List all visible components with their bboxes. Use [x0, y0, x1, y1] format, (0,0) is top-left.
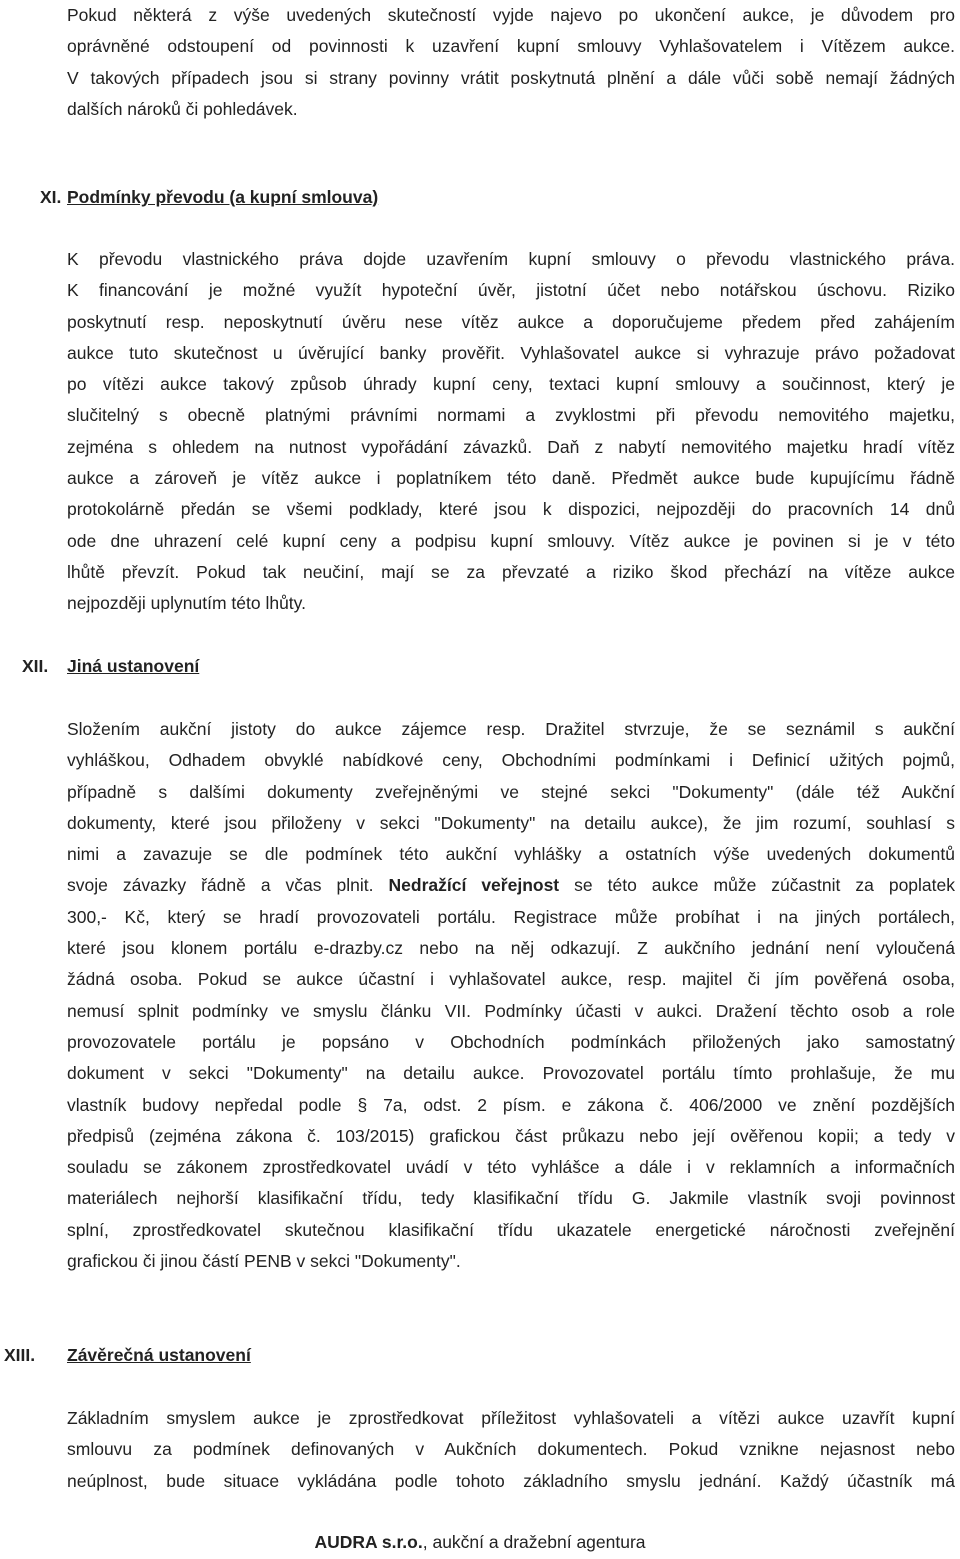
text-line: souladu se zákonem zprostředkovatel uvádí v této vyhlášce a dále i v reklamních a informačních: [67, 1157, 955, 1178]
section-number-xii: XII.: [22, 656, 49, 676]
section-number-xiii: XIII.: [4, 1345, 36, 1365]
text-line: neúplnost, bude situace vykládána podle tohoto základního smyslu jednání. Každý účastník má: [67, 1470, 955, 1491]
section-body-xi: [67, 244, 955, 620]
text-line: předpisů (zejména zákona č. 103/2015) grafickou část průkazu nebo její ověřenou kopii; a tedy v: [67, 1125, 955, 1146]
text-line: Základním smyslem aukce je zprostředkovat příležitost vyhlašovateli a vítězi aukce uzavřít kupní: [67, 1408, 955, 1428]
text-line: [67, 870, 955, 901]
text-line: Složením aukční jistoty do aukce zájemce resp. Dražitel stvrzuje, že se seznámil s aukční: [67, 719, 955, 739]
text-line: po vítězi aukce takový způsob úhrady kupní ceny, textaci kupní smlouvy a součinnost, který je: [67, 374, 955, 395]
text-line: oprávněné odstoupení od povinnosti k uzavření kupní smlouvy Vyhlašovatelem i Vítězem aukce.: [67, 36, 955, 57]
bold-phrase: Nedražící veřejnost: [388, 875, 560, 896]
text-line: které jsou klonem portálu e-drazby.cz nebo na něj odkazují. Z aukčního jednání není vyloučená: [67, 938, 955, 959]
text-line: dokument v sekci "Dokumenty" na detailu aukce. Provozovatel portálu tímto prohlašuje, že mu: [67, 1063, 955, 1084]
text-line: materiálech nejhorší klasifikační třídu, tedy klasifikační třídu G. Jakmile vlastník svoji povinnost: [67, 1188, 955, 1209]
text-line: 300,- Kč, který se hradí provozovateli portálu. Registrace může probíhat i na jiných portálech,: [67, 906, 955, 927]
text-line: provozovatele portálu je popsáno v Obchodních podmínkách přiložených jako samostatný: [67, 1031, 955, 1052]
section-title-xiii: Závěrečná ustanovení: [67, 1345, 251, 1365]
text-line: lhůtě převzít. Pokud tak neučiní, mají se za převzaté a riziko škod přechází na vítěze aukce: [67, 561, 955, 582]
text-line: vlastník budovy nepředal podle § 7a, odst. 2 písm. e zákona č. 406/2000 ve znění pozdějších: [67, 1094, 955, 1115]
text-line: poskytnutí resp. neposkytnutí úvěru nese vítěz aukce a doporučujeme předem před zahájením: [67, 311, 955, 332]
text-line: splní, zprostředkovatel skutečnou klasifikační třídu ukazatele energetické náročnosti zveřejnění: [67, 1219, 955, 1240]
text-line: ode dne uhrazení celé kupní ceny a podpisu kupní smlouvy. Vítěz aukce je povinen si je v této: [67, 530, 955, 551]
text-line: dokumenty, které jsou přiloženy v sekci "Dokumenty" na detailu aukce), že jim rozumí, souhlasí s: [67, 812, 955, 833]
text-line: aukce tuto skutečnost u úvěrující banky prověřit. Vyhlašovatel aukce si vyhrazuje právo požadovat: [67, 342, 955, 363]
text-line: zejména s ohledem na nutnost vypořádání závazků. Daň z nabytí nemovitého majetku hradí vítěz: [67, 436, 955, 457]
section-number-xi: XI.: [40, 187, 62, 207]
text-line: nejpozději uplynutím této lhůty.: [67, 593, 306, 614]
text-line: vyhláškou, Odhadem obvyklé nabídkové ceny, Obchodními podmínkami i Definicí užitých pojmů,: [67, 750, 955, 771]
text-run: se této aukce může zúčastnit za poplatek: [559, 875, 956, 896]
text-line: K převodu vlastnického práva dojde uzavřením kupní smlouvy o převodu vlastnického práva.: [67, 249, 955, 269]
section-title-xi: Podmínky převodu (a kupní smlouva): [67, 187, 379, 207]
section-body-xii: [67, 714, 955, 1277]
intro-paragraph: [67, 0, 955, 125]
text-line: smlouvu za podmínek definovaných v Aukčních dokumentech. Pokud vznikne nejasnost nebo: [67, 1439, 955, 1460]
text-run: svoje závazky řádně a včas plnit.: [67, 875, 389, 896]
page-footer: [0, 1530, 960, 1554]
text-line: nimi a zavazuje se dle podmínek této aukční vyhlášky a ostatních výše uvedených dokumentů: [67, 844, 955, 865]
footer-text: , aukční a dražební agentura: [422, 1532, 646, 1552]
section-body-xiii: [67, 1403, 955, 1497]
text-line: případně s dalšími dokumenty zveřejněnými ve stejné sekci "Dokumenty" (dále též Aukční: [67, 781, 955, 802]
section-title-xii: Jiná ustanovení: [67, 656, 200, 676]
text-line: Pokud některá z výše uvedených skutečností vyjde najevo po ukončení aukce, je důvodem pro: [67, 5, 955, 25]
text-line: žádná osoba. Pokud se aukce účastní i vyhlašovatel aukce, resp. majitel či jím pověřená osoba,: [67, 969, 955, 990]
text-line: slučitelný s obecně platnými právními normami a zvyklostmi při převodu nemovitého majetku,: [67, 405, 955, 426]
text-line: nemusí splnit podmínky ve smyslu článku VII. Podmínky účasti v aukci. Dražení těchto osob a role: [67, 1000, 955, 1021]
text-line: dalších nároků či pohledávek.: [67, 98, 298, 119]
text-line: protokolárně předán se všemi podklady, které jsou k dispozici, nejpozději do pracovních 14 dnů: [67, 499, 955, 520]
text-line: aukce a zároveň je vítěz aukce i poplatníkem této daně. Předmět aukce bude kupujícímu řádně: [67, 468, 955, 489]
text-line: V takových případech jsou si strany povinny vrátit poskytnutá plnění a dále vůči sobě nemají žádných: [67, 67, 955, 88]
text-line: grafickou či jinou částí PENB v sekci "Dokumenty".: [67, 1251, 461, 1272]
footer-brand: AUDRA s.r.o.: [314, 1532, 423, 1552]
text-line: K financování je možné využít hypoteční úvěr, jistotní účet nebo notářskou úschovu. Riziko: [67, 280, 955, 301]
